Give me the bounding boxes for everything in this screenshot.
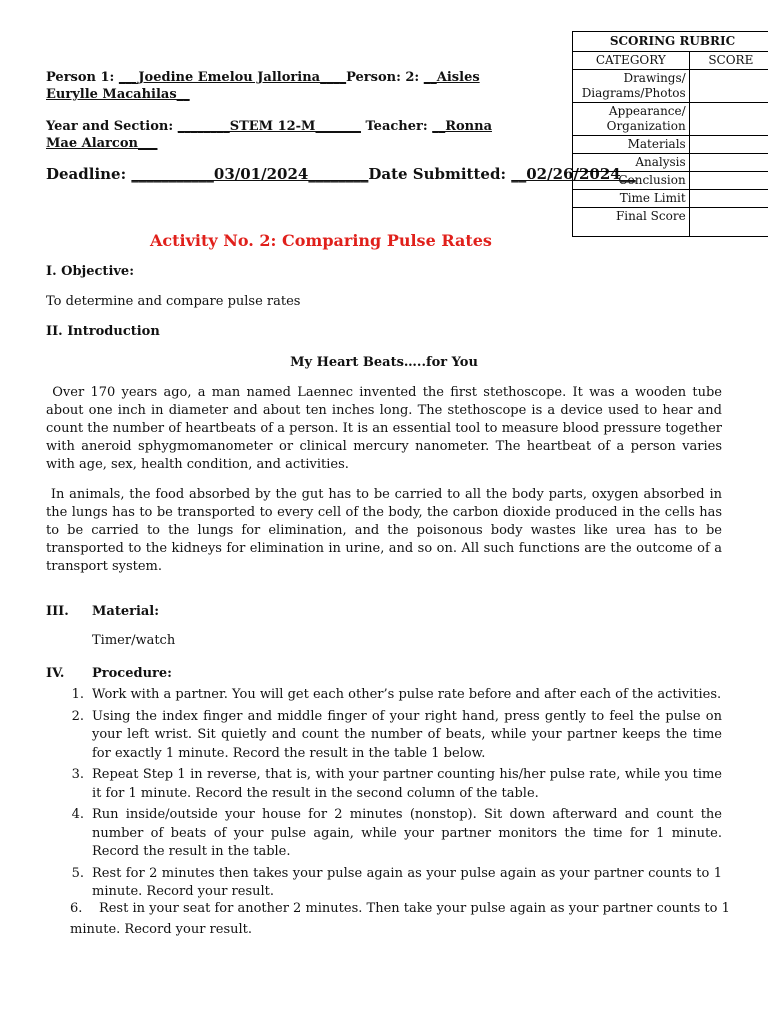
material-text: Timer/watch: [92, 633, 176, 648]
step-6-line-1: Rest in your seat for another 2 minutes. Then take your pulse again as your partner counts to 1: [98, 901, 730, 916]
procedure-heading: Procedure:: [92, 666, 172, 681]
rubric-row: [573, 103, 768, 136]
person-names-line: [46, 69, 516, 103]
year-label: Year and Section:: [46, 119, 174, 134]
person1-label: Person 1:: [46, 70, 115, 85]
step-text: Using the index finger and middle finger of your right hand, press gently to feel the pulse on your left wrist. Sit quietly and count the number of beats, while your partner keeps the time for exactly 1 minute. Record the result in the table 1 below.: [92, 708, 722, 761]
rubric-category: Drawings/ Diagrams/Photos: [573, 70, 690, 103]
deadline-label: Deadline:: [46, 165, 127, 183]
step-number: 6.: [70, 901, 83, 916]
rubric-title: SCORING RUBRIC: [573, 32, 768, 52]
material-number: III.: [46, 604, 69, 619]
procedure-step-6: [70, 898, 730, 940]
rubric-score-cell: [689, 172, 768, 190]
procedure-list: [46, 686, 722, 905]
step-number: 1.: [71, 687, 84, 702]
rubric-title-row: [573, 32, 768, 52]
rubric-category: Appearance/ Organization: [573, 103, 690, 136]
step-6-line-2: minute. Record your result.: [70, 922, 253, 937]
procedure-step: [46, 708, 722, 764]
rubric-score-cell: [689, 154, 768, 172]
rubric-row: [573, 154, 768, 172]
rubric-category: Analysis: [573, 154, 690, 172]
step-text: Run inside/outside your house for 2 minutes (nonstop). Sit down afterward and count the number of beats of your pulse again, while your partner monitors the time for 1 minute. Record the result in the table.: [92, 807, 722, 859]
scoring-rubric-table: [572, 31, 768, 237]
rubric-col-category: CATEGORY: [573, 52, 690, 70]
step-number: 2.: [71, 708, 84, 724]
step-text: Repeat Step 1 in reverse, that is, with your partner counting his/her pulse rate, while you time it for 1 minute. Record the result in the second column of the table.: [92, 767, 722, 801]
rubric-category: Time Limit: [573, 190, 690, 208]
introduction-subtitle: My Heart Beats…..for You: [290, 355, 478, 370]
step-number: 4.: [71, 807, 84, 822]
introduction-heading: II. Introduction: [46, 324, 160, 339]
rubric-category: Final Score: [573, 208, 690, 237]
deadline-value: ___________03/01/2024________: [131, 165, 369, 183]
objective-text: To determine and compare pulse rates: [46, 294, 301, 309]
rubric-col-score: SCORE: [689, 52, 768, 70]
introduction-paragraph-2: In animals, the food absorbed by the gut has to be carried to all the body parts, oxygen absorbed in the lungs has to be transported to every cell of the body, the carbon dioxide produced in the cells has to be carried to the lungs for elimination, and the poisonous body wastes like urea has to be transported to the kidneys for elimination in urine, and so on. All such functions are the outcome of a transport system.: [46, 487, 727, 574]
rubric-category: Materials: [573, 136, 690, 154]
material-heading: Material:: [92, 604, 160, 619]
rubric-row: [573, 136, 768, 154]
deadline-line: [46, 165, 636, 183]
objective-heading: I. Objective:: [46, 264, 135, 279]
rubric-score-cell: [689, 190, 768, 208]
rubric-score-cell: [689, 136, 768, 154]
year-teacher-line: [46, 118, 516, 152]
person1-value: ___Joedine Emelou Jallorina____: [118, 70, 347, 85]
rubric-category: Conclusion: [573, 172, 690, 190]
activity-title: Activity No. 2: Comparing Pulse Rates: [150, 231, 492, 250]
person2-label: Person: 2:: [346, 70, 420, 85]
step-text: Rest for 2 minutes then takes your pulse again as your pulse again as your partner counts to 1 minute. Record your result.: [92, 865, 722, 899]
procedure-step: [46, 865, 722, 902]
rubric-score-cell: [689, 70, 768, 103]
teacher-value: __Ronna Mae Alarcon___: [46, 119, 492, 151]
submitted-label: Date Submitted:: [368, 165, 506, 183]
rubric-row: [573, 70, 768, 103]
submitted-value: __02/26/2024__: [511, 165, 636, 183]
year-value: ________STEM 12-M_______: [177, 119, 361, 134]
procedure-step: [46, 806, 722, 862]
step-number: 5.: [71, 865, 84, 881]
rubric-row: [573, 190, 768, 208]
teacher-label: Teacher:: [365, 119, 428, 134]
step-text: Work with a partner. You will get each other’s pulse rate before and after each of the activities.: [92, 687, 722, 702]
rubric-score-cell: [689, 208, 768, 237]
procedure-number: IV.: [46, 666, 65, 681]
step-number: 3.: [71, 767, 84, 782]
procedure-step: [46, 686, 722, 705]
person2-value: __Aisles Eurylle Macahilas__: [46, 70, 480, 102]
rubric-row: [573, 172, 768, 190]
rubric-row: [573, 208, 768, 237]
rubric-score-cell: [689, 103, 768, 136]
introduction-paragraph-1: Over 170 years ago, a man named Laennec invented the first stethoscope. It was a wooden tube about one inch in diameter and about ten inches long. The stethoscope is a device used to hear and count the number of heartbeats of a person. It is an essential tool to measure blood pressure together with aneroid sphygmomanometer or clinical mercury nanometer. The heartbeat of a person varies with age, sex, health condition, and activities.: [46, 385, 727, 472]
rubric-header-row: [573, 52, 768, 70]
procedure-step: [46, 766, 722, 803]
